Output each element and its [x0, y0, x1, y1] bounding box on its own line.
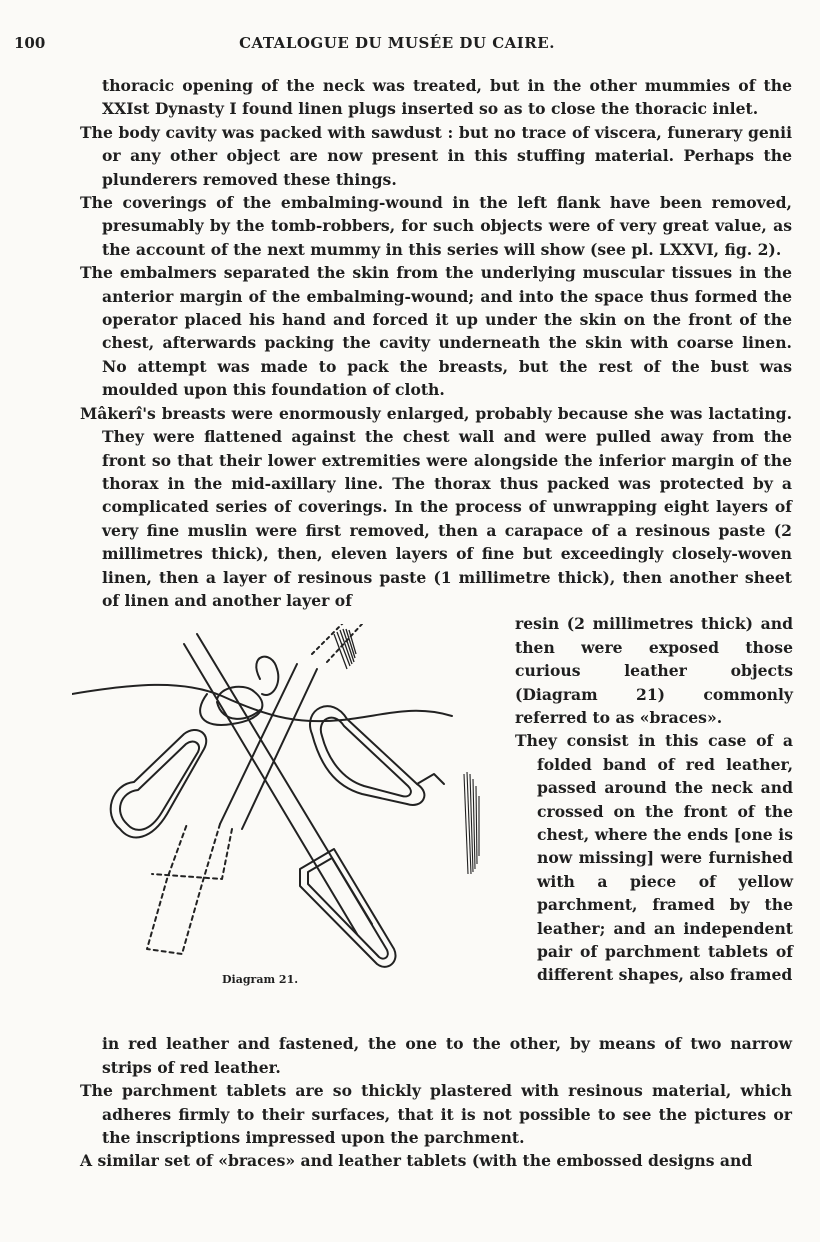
paragraph-makeri-breasts: Mâkerî's breasts were enormously enlarged, probably because she was lactating. They were flattened against the chest wall and were pulled away from the front so that their lower extremities were alongside the inferior margin of the thorax in the mid-axillary line. The thorax thus packed was protected by a complicated series of coverings. In the process of unwrapping eight layers of very fine muslin were first removed, then a carapace of a resinous paste (2 millimetres thick), then, eleven layers of fine but exceedingly closely-woven linen, then a layer of resinous paste (1 millimetre thick), then another sheet of linen and another layer of [80, 403, 792, 610]
figure-side-text [515, 612, 793, 987]
running-head: CATALOGUE DU MUSÉE DU CAIRE. [239, 34, 555, 52]
body-text [80, 74, 792, 1173]
page-number: 100 [14, 34, 46, 52]
paragraph-body-cavity: The body cavity was packed with sawdust : but no trace of viscera, funerary genii or any other object are now present in this stuffing material. Perhaps the plunderers removed these things. [80, 122, 792, 189]
side-paragraph-resin: resin (2 millimetres thick) and then were exposed those curious leather objects (Diagram 21) commonly referred to as «braces». [515, 614, 793, 727]
diagram-21-figure [72, 624, 502, 1019]
paragraph-red-leather: in red leather and fastened, the one to the other, by means of two narrow strips of red leather. [102, 1034, 792, 1077]
diagram-21-illustration [72, 624, 502, 984]
page-header [14, 34, 780, 56]
figure-wrap-block [80, 612, 792, 1032]
paragraph-similar-set: A similar set of «braces» and leather tablets (with the embossed designs and [80, 1151, 753, 1171]
paragraph-parchment-tablets: The parchment tablets are so thickly plastered with resinous material, which adheres firmly to their surfaces, that it is not possible to see the pictures or the inscriptions impressed upon the parchment. [80, 1081, 792, 1147]
side-paragraph-braces: They consist in this case of a folded band of red leather, passed around the neck and crossed on the front of the chest, where the ends [one is now missing] were furnished with a piece of yellow parchment, framed by the leather; and an independent pair of parchment tablets of different shapes, also framed [515, 731, 793, 985]
paragraph-coverings: The coverings of the embalming-wound in the left flank have been removed, presumably by the tomb-robbers, for such objects were of very great value, as the account of the next mummy in this series will show (see pl. LXXVI, fig. 2). [80, 193, 792, 259]
diagram-caption: Diagram 21. [222, 973, 299, 987]
paragraph-embalmers: The embalmers separated the skin from the underlying muscular tissues in the anterior margin of the embalming-wound; and into the space thus formed the operator placed his hand and forced it up under the skin on the front of the chest, afterwards packing the cavity underneath the skin with coarse linen. No attempt was made to pack the breasts, but the rest of the bust was moulded upon this foundation of cloth. [80, 263, 792, 400]
paragraph-continued: thoracic opening of the neck was treated, but in the other mummies of the XXIst Dynasty I found linen plugs inserted so as to close the thoracic inlet. [102, 76, 792, 119]
